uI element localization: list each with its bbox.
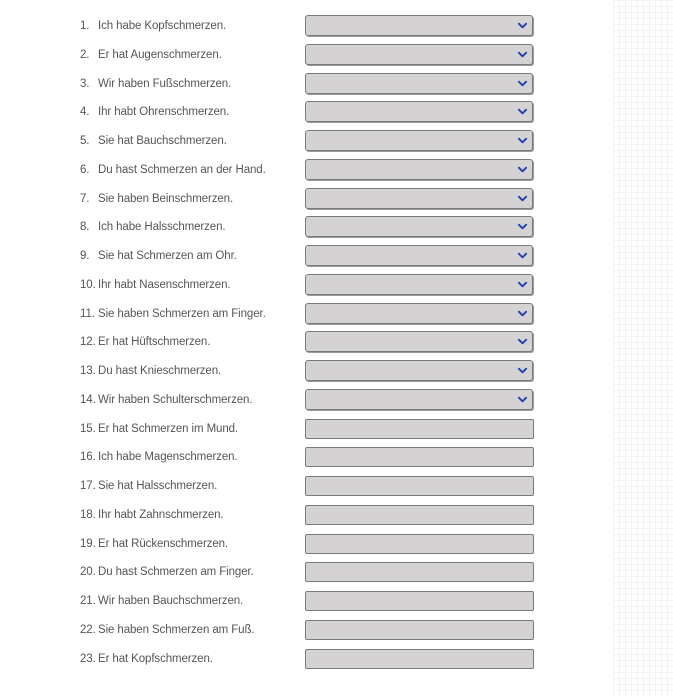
- answer-dropdown[interactable]: [305, 15, 533, 36]
- item-sentence: Ich habe Halsschmerzen.: [98, 221, 226, 234]
- chevron-down-icon: [517, 221, 528, 232]
- chevron-down-icon: [517, 394, 528, 405]
- item-number: 20.: [80, 566, 96, 579]
- exercise-row: [0, 13, 560, 42]
- exercise-row: [0, 531, 560, 560]
- answer-dropdown[interactable]: [305, 44, 533, 65]
- item-number: 6.: [80, 163, 90, 176]
- item-number: 16.: [80, 451, 96, 464]
- item-number: 2.: [80, 48, 90, 61]
- answer-dropdown[interactable]: [305, 159, 533, 180]
- background-grid: [613, 0, 673, 696]
- exercise-row: [0, 301, 560, 330]
- item-number: 23.: [80, 652, 96, 665]
- exercise-row: [0, 358, 560, 387]
- exercise-row: [0, 444, 560, 473]
- exercise-row: [0, 329, 560, 358]
- answer-dropdown[interactable]: [305, 274, 533, 295]
- item-number: 8.: [80, 221, 90, 234]
- exercise-row: [0, 559, 560, 588]
- item-number: 18.: [80, 508, 96, 521]
- chevron-down-icon: [517, 365, 528, 376]
- exercise-row: [0, 243, 560, 272]
- item-number: 3.: [80, 77, 90, 90]
- item-sentence: Ihr habt Nasenschmerzen.: [98, 278, 231, 291]
- item-sentence: Wir haben Schulterschmerzen.: [98, 393, 253, 406]
- item-sentence: Du hast Schmerzen an der Hand.: [98, 163, 266, 176]
- exercise-row: [0, 157, 560, 186]
- answer-dropdown[interactable]: [305, 188, 533, 209]
- item-sentence: Sie haben Schmerzen am Finger.: [98, 307, 266, 320]
- item-number: 14.: [80, 393, 96, 406]
- chevron-down-icon: [517, 106, 528, 117]
- item-number: 13.: [80, 365, 96, 377]
- exercise-row: [0, 416, 560, 445]
- exercise-row: [0, 42, 560, 71]
- item-number: 5.: [80, 135, 90, 147]
- item-sentence: Ich habe Kopfschmerzen.: [98, 20, 227, 32]
- item-number: 17.: [80, 480, 96, 492]
- item-number: 10.: [80, 278, 96, 291]
- item-sentence: Er hat Kopfschmerzen.: [98, 652, 213, 665]
- answer-text-field[interactable]: [305, 476, 534, 496]
- exercise-row: [0, 71, 560, 100]
- item-sentence: Ihr habt Zahnschmerzen.: [98, 508, 224, 521]
- item-number: 4.: [80, 106, 90, 119]
- answer-dropdown[interactable]: [305, 389, 533, 410]
- item-sentence: Wir haben Bauchschmerzen.: [98, 595, 244, 607]
- chevron-down-icon: [517, 20, 528, 31]
- item-sentence: Du hast Schmerzen am Finger.: [98, 566, 254, 579]
- exercise-row: [0, 588, 560, 617]
- exercise-row: [0, 617, 560, 646]
- item-sentence: Sie haben Beinschmerzen.: [98, 192, 234, 205]
- answer-dropdown[interactable]: [305, 303, 533, 324]
- chevron-down-icon: [517, 250, 528, 261]
- item-sentence: Ich habe Magenschmerzen.: [98, 451, 238, 464]
- item-sentence: Er hat Augenschmerzen.: [98, 48, 222, 61]
- answer-dropdown[interactable]: [305, 73, 533, 94]
- exercise-list: [0, 13, 560, 674]
- answer-dropdown[interactable]: [305, 360, 533, 381]
- item-number: 11.: [80, 307, 95, 320]
- item-sentence: Du hast Knieschmerzen.: [98, 365, 222, 377]
- item-number: 22.: [80, 623, 96, 636]
- exercise-row: [0, 128, 560, 157]
- item-sentence: Sie haben Schmerzen am Fuß.: [98, 623, 255, 636]
- answer-dropdown[interactable]: [305, 216, 533, 237]
- chevron-down-icon: [517, 336, 528, 347]
- item-number: 7.: [80, 192, 90, 205]
- chevron-down-icon: [517, 279, 528, 290]
- answer-text-field[interactable]: [305, 649, 534, 669]
- chevron-down-icon: [517, 193, 528, 204]
- item-sentence: Wir haben Fußschmerzen.: [98, 77, 232, 90]
- item-number: 12.: [80, 336, 96, 349]
- exercise-row: [0, 272, 560, 301]
- exercise-row: [0, 387, 560, 416]
- answer-text-field[interactable]: [305, 534, 534, 554]
- answer-dropdown[interactable]: [305, 130, 533, 151]
- exercise-row: [0, 214, 560, 243]
- answer-dropdown[interactable]: [305, 101, 533, 122]
- item-number: 1.: [80, 20, 90, 32]
- exercise-row: [0, 646, 560, 675]
- exercise-row: [0, 502, 560, 531]
- answer-text-field[interactable]: [305, 562, 534, 582]
- exercise-row: [0, 186, 560, 215]
- answer-text-field[interactable]: [305, 419, 534, 439]
- answer-text-field[interactable]: [305, 591, 534, 611]
- item-sentence: Er hat Schmerzen im Mund.: [98, 422, 239, 435]
- item-sentence: Sie hat Halsschmerzen.: [98, 480, 218, 492]
- item-number: 15.: [80, 422, 96, 435]
- item-number: 19.: [80, 537, 96, 550]
- item-sentence: Sie hat Schmerzen am Ohr.: [98, 250, 237, 262]
- item-sentence: Er hat Hüftschmerzen.: [98, 336, 211, 349]
- chevron-down-icon: [517, 135, 528, 146]
- item-sentence: Er hat Rückenschmerzen.: [98, 537, 229, 550]
- item-sentence: Sie hat Bauchschmerzen.: [98, 135, 227, 147]
- answer-dropdown[interactable]: [305, 331, 533, 352]
- chevron-down-icon: [517, 78, 528, 89]
- answer-text-field[interactable]: [305, 620, 534, 640]
- exercise-row: [0, 99, 560, 128]
- chevron-down-icon: [517, 308, 528, 319]
- item-number: 21.: [80, 595, 96, 607]
- chevron-down-icon: [517, 164, 528, 175]
- answer-text-field[interactable]: [305, 505, 534, 525]
- answer-dropdown[interactable]: [305, 245, 533, 266]
- item-number: 9.: [80, 250, 90, 262]
- answer-text-field[interactable]: [305, 447, 534, 467]
- item-sentence: Ihr habt Ohrenschmerzen.: [98, 106, 230, 119]
- exercise-row: [0, 473, 560, 502]
- chevron-down-icon: [517, 49, 528, 60]
